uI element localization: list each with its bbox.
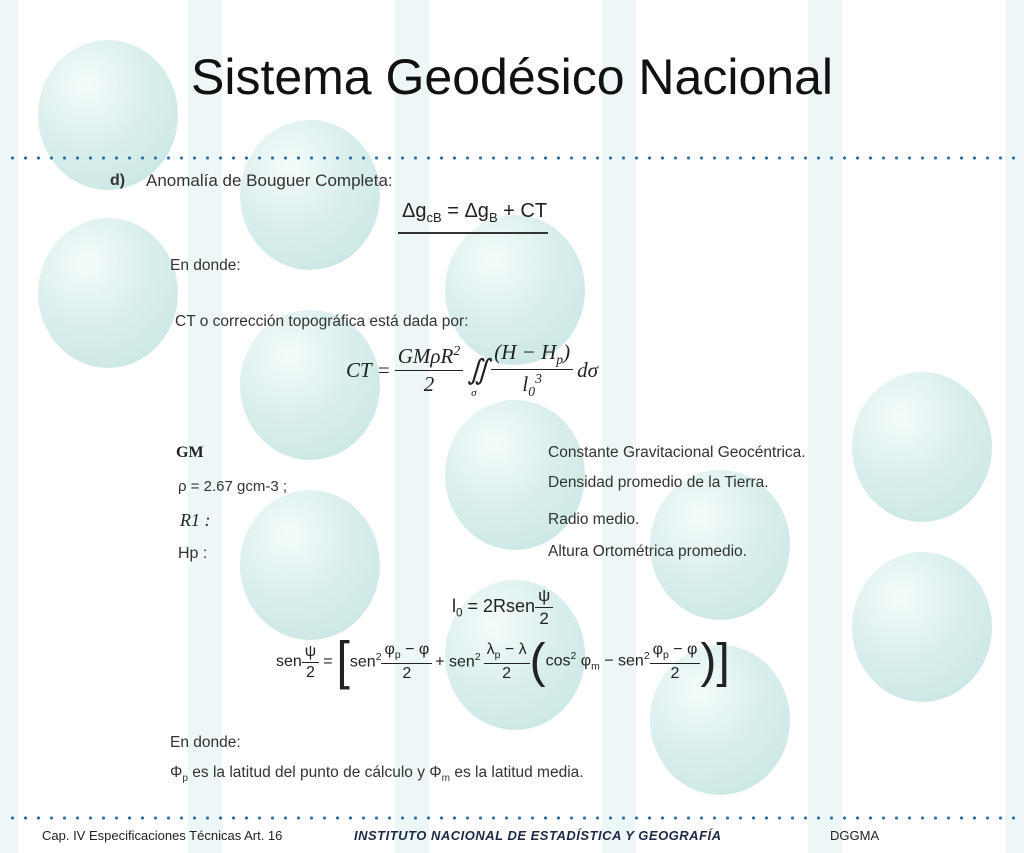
bouguer-equation: $\Delta g_{cB} = \Delta g_B$ + CT [402,200,548,225]
background-stripe [188,0,222,853]
def-symbol-hp: Hp : [178,545,208,562]
item-heading: Anomalía de Bouguer Completa: [146,171,393,190]
item-letter: d) [110,172,126,189]
def-desc-gm: Constante Gravitacional Geocéntrica. [548,444,806,461]
def-symbol-rho: ρ = 2.67 gcm-3 ; [178,478,287,495]
def-symbol-r1: R1 : [180,510,211,530]
latitude-note-b: es la latitud media. [454,764,584,781]
background-bubble [240,490,380,640]
background-stripe [395,0,429,853]
background-stripe [808,0,842,853]
en-donde-label-1: En donde: [170,257,241,274]
def-desc-hp: Altura Ortométrica promedio. [548,543,747,560]
latitude-note-a: es la latitud del punto de cálculo y [192,764,425,781]
def-desc-rho: Densidad promedio de la Tierra. [548,474,769,491]
def-symbol-gm: GM [176,444,204,461]
background-bubble [38,218,178,368]
def-desc-r1: Radio medio. [548,511,640,528]
ct-intro-text: CT o corrección topográfica está dada por: [175,313,469,330]
footer-institute: INSTITUTO NACIONAL DE ESTADÍSTICA Y GEOGRAFÍA [354,828,722,843]
chord-equation: $l_0$ = 2Rsen $\frac{\psi}{2}$ [452,586,553,629]
background-bubble [852,372,992,522]
footer-chapter: Cap. IV Especificaciones Técnicas Art. 16 [42,828,283,843]
footer-department: DGGMA [830,828,880,843]
bottom-dotted-divider [6,816,1018,820]
latitude-note [170,764,584,784]
phi-m-symbol: $\Phi_m$ [429,764,451,785]
background-bubble [852,552,992,702]
top-dotted-divider [6,156,1018,160]
background-bubble [240,120,380,270]
equation-underline [398,232,548,234]
background-stripe [0,0,18,853]
en-donde-label-2: En donde: [170,734,241,751]
background-stripe [1006,0,1024,853]
background-stripe [602,0,636,853]
ct-integral-equation: CT = $\frac{GM\rho R^2}{2}$ ∬ σ $\frac{(H - H_p)}{l_0^3}$ dσ [346,340,598,400]
phi-p-symbol: $\Phi_p$ [170,764,188,785]
slide-title: Sistema Geodésico Nacional [191,49,833,105]
sine-expansion-equation: sen $\frac{\psi}{2}$ = [ sen$^2$ $\frac{\varphi_p - \varphi}{2}$ + sen$^2$ $\frac{\lambda_p - \lambda}{2}$ ( $\cos^2 \varphi_m - sen^2$ $\frac{\varphi_p - \varphi}{2}$ )] [276,632,730,691]
